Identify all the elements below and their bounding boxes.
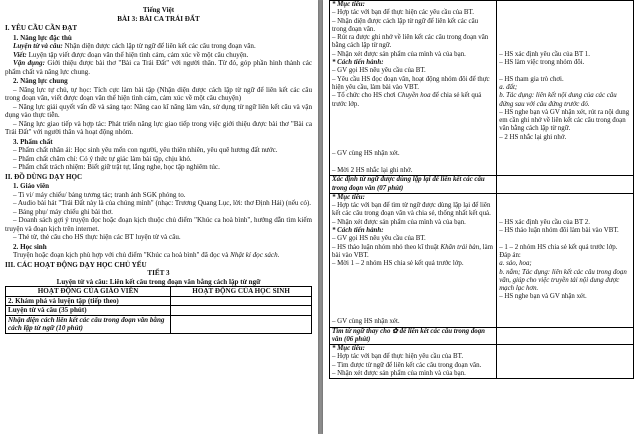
table-row: 2. Khám phá và luyện tập (tiếp theo) — [6, 296, 171, 306]
table-cell — [171, 306, 312, 316]
section-heading: III. CÁC HOẠT ĐỘNG DẠY HỌC CHỦ YẾU — [5, 260, 147, 269]
paragraph: – Thẻ từ, thẻ câu cho HS thực hiện các BT luyện từ và câu. — [13, 233, 181, 241]
paragraph: – Ti vi/ máy chiếu/ bảng tương tác; tranh ảnh SGK phóng to. — [13, 190, 186, 199]
table-row — [330, 176, 634, 194]
document-page-left — [0, 0, 318, 434]
table-row: Nhận diện cách liên kết các câu trong đoạn văn bằng cách lặp từ ngữ (10 phút) — [6, 315, 171, 333]
paragraph: Truyện hoặc đoạn kịch phù hợp với chủ điểm "Khúc ca hoà bình" đã đọc và Nhật kí đọc sách. — [13, 251, 280, 259]
paragraph: Luyện từ và câu: Nhận diện được cách lặp từ ngữ để liên kết các câu trong đoạn văn. — [13, 42, 256, 50]
student-activity-cell: – HS xác định yêu cầu của BT 2. – HS thảo luận nhóm đôi làm bài vào VBT. – 1 – 2 nhóm HS chia sẻ kết quả trước lớp. Đáp án: a. sáo, hoa; b. nắm; Tác dụng: liên kết các câu trong đoạn văn, giúp cho việc truyền tải nội dung được mạch lạc hơn. – HS nghe bạn và GV nhận xét. — [497, 193, 634, 327]
table-header-student: HOẠT ĐỘNG CỦA HỌC SINH — [171, 287, 312, 297]
paragraph: – Phẩm chất trách nhiệm: Biết giữ trật tự, lắng nghe, học tập nghiêm túc. — [13, 163, 220, 171]
subsection-heading: 2. Học sinh — [13, 242, 47, 251]
subsection-heading: 1. Giáo viên — [13, 182, 50, 190]
paragraph: – Năng lực tự chủ, tự học: Tích cực làm bài tập (Nhận diện được cách lặp từ ngữ để liên kết các câu trong đoạn văn, viết được đoạn văn thể hiện tình cảm, cảm xúc về một câu chuyện) — [5, 85, 312, 102]
paragraph: – Năng lực giao tiếp và hợp tác: Phát triển năng lực giao tiếp trong việc giới thiệu được bài thơ "Bài ca Trái Đất" với người thân và hoạt động nhóm. — [5, 119, 312, 136]
table-cell — [497, 327, 634, 345]
table-cell — [171, 315, 312, 333]
teacher-activity-cell: * Mục tiêu: – Hợp tác với bạn để tìm từ ngữ được dùng lặp lại để liên kết các câu trong đoạn văn và chia sẻ, thống nhất kết quả. – Nhận xét được sản phẩm của mình và của bạn. * Cách tiến hành: – GV gọi HS nêu yêu cầu của BT. – HS thảo luận nhóm nhỏ theo kĩ thuật Khăn trải bàn, làm bài vào VBT. – Mời 1 – 2 nhóm HS chia sẻ kết quả trước lớp. – GV cùng HS nhận xét. — [330, 193, 497, 327]
period-subtitle: Luyện từ và câu: Liên kết câu trong đoạn văn bằng cách lặp từ ngữ — [56, 277, 261, 286]
paragraph: – Audio bài hát "Trái Đất này là của chúng mình" (nhạc: Trương Quang Lục, lời: thơ Định Hải) (nếu có). — [13, 199, 312, 207]
period-title: TIẾT 3 — [147, 269, 170, 277]
subsection-heading: 3. Phẩm chất — [13, 137, 53, 146]
document-page-right — [323, 0, 640, 434]
activity-table-continued — [329, 0, 634, 379]
subject-title: Tiếng Việt — [142, 6, 175, 14]
page-content — [329, 0, 634, 379]
teacher-activity-cell: * Mục tiêu: – Hợp tác với bạn để thực hiện các yêu cầu của BT. – Nhận diện được cách lặp từ ngữ để liên kết các câu trong đoạn văn. – Rút ra được ghi nhớ về liên kết các câu trong đoạn văn bằng cách lặp từ ngữ. – Nhận xét được sản phẩm của mình và của bạn. * Cách tiến hành: – GV gọi HS nêu yêu cầu của BT. – Yêu cầu HS đọc đoạn văn, hoạt động nhóm đôi để thực hiện yêu cầu, làm bài vào VBT. – Tổ chức cho HS chơi Chuyền hoa để chia sẻ kết quả trước lớp. – GV cùng HS nhận xét. – Mời 2 HS nhắc lại ghi nhớ. — [330, 1, 497, 176]
table-row — [330, 345, 634, 379]
teacher-activity-cell: * Mục tiêu: – Hợp tác với bạn để thực hiện yêu cầu của BT. – Tìm được từ ngữ để liên kết các câu trong đoạn văn. – Nhận xét được sản phẩm của mình và của bạn. — [330, 345, 497, 379]
paragraph: – Bảng phụ/ máy chiếu ghi bài thơ. — [13, 207, 113, 216]
activity-heading-cell: Xác định từ ngữ được dùng lặp lại để liên kết các câu trong đoạn văn (07 phút) — [330, 176, 497, 194]
table-cell — [171, 296, 312, 306]
table-row — [330, 1, 634, 176]
student-activity-cell — [497, 345, 634, 379]
activity-table — [5, 286, 312, 334]
table-row — [330, 327, 634, 345]
page-content — [5, 6, 312, 334]
lesson-title: BÀI 3: BÀI CA TRÁI ĐẤT — [117, 14, 200, 23]
section-heading: II. ĐỒ DÙNG DẠY HỌC — [5, 172, 83, 181]
paragraph: – Năng lực giải quyết vấn đề và sáng tạo: Nâng cao kĩ năng làm văn, sử dụng từ ngữ liên kết câu và vận dụng vào thực tiễn. — [5, 102, 312, 119]
table-row — [330, 193, 634, 327]
paragraph: – Phẩm chất nhân ái: Học sinh yêu mến con người, yêu thiên nhiên, yêu quê hương đất nước. — [13, 146, 278, 154]
paragraph: Viết: Luyện tập viết được đoạn văn thể hiện tình cảm, cảm xúc về một câu chuyện. — [13, 50, 249, 59]
table-cell — [497, 176, 634, 194]
table-header-teacher: HOẠT ĐỘNG CỦA GIÁO VIÊN — [6, 287, 171, 297]
paragraph: Vận dụng: Giới thiệu được bài thơ "Bài ca Trái Đất" với người thân. Từ đó, góp phần hình thành các phẩm chất và năng lực chung. — [5, 59, 313, 76]
table-row: Luyện từ và câu (35 phút) — [6, 306, 171, 316]
activity-heading-cell: Tìm từ ngữ thay cho ✿ để liên kết các câu trong đoạn văn (06 phút) — [330, 327, 497, 345]
student-activity-cell: – HS xác định yêu cầu của BT 1. – HS làm việc trong nhóm đôi. – HS tham gia trò chơi. a. đất; b. Tác dụng: liên kết nội dung của các câu đứng sau với câu đứng trước đó. – HS nghe bạn và GV nhận xét, rút ra nội dung em cần ghi nhớ về liên kết các câu trong đoạn văn bằng cách lặp từ ngữ. – 2 HS nhắc lại ghi nhớ. — [497, 1, 634, 176]
subsection-heading: 2. Năng lực chung — [13, 77, 68, 85]
subsection-heading: 1. Năng lực đặc thù — [13, 33, 72, 42]
paragraph: – Phẩm chất chăm chỉ: Có ý thức tự giác làm bài tập, chịu khó. — [13, 154, 192, 163]
paragraph: – Doanh sách gợi ý truyện đọc hoặc đoạn kịch thuộc chủ điểm "Khúc ca hoà bình", hướng dẫn tìm kiếm truyện và đoạn kịch trên internet. — [5, 216, 312, 233]
section-heading: I. YÊU CẦU CẦN ĐẠT — [5, 24, 78, 32]
